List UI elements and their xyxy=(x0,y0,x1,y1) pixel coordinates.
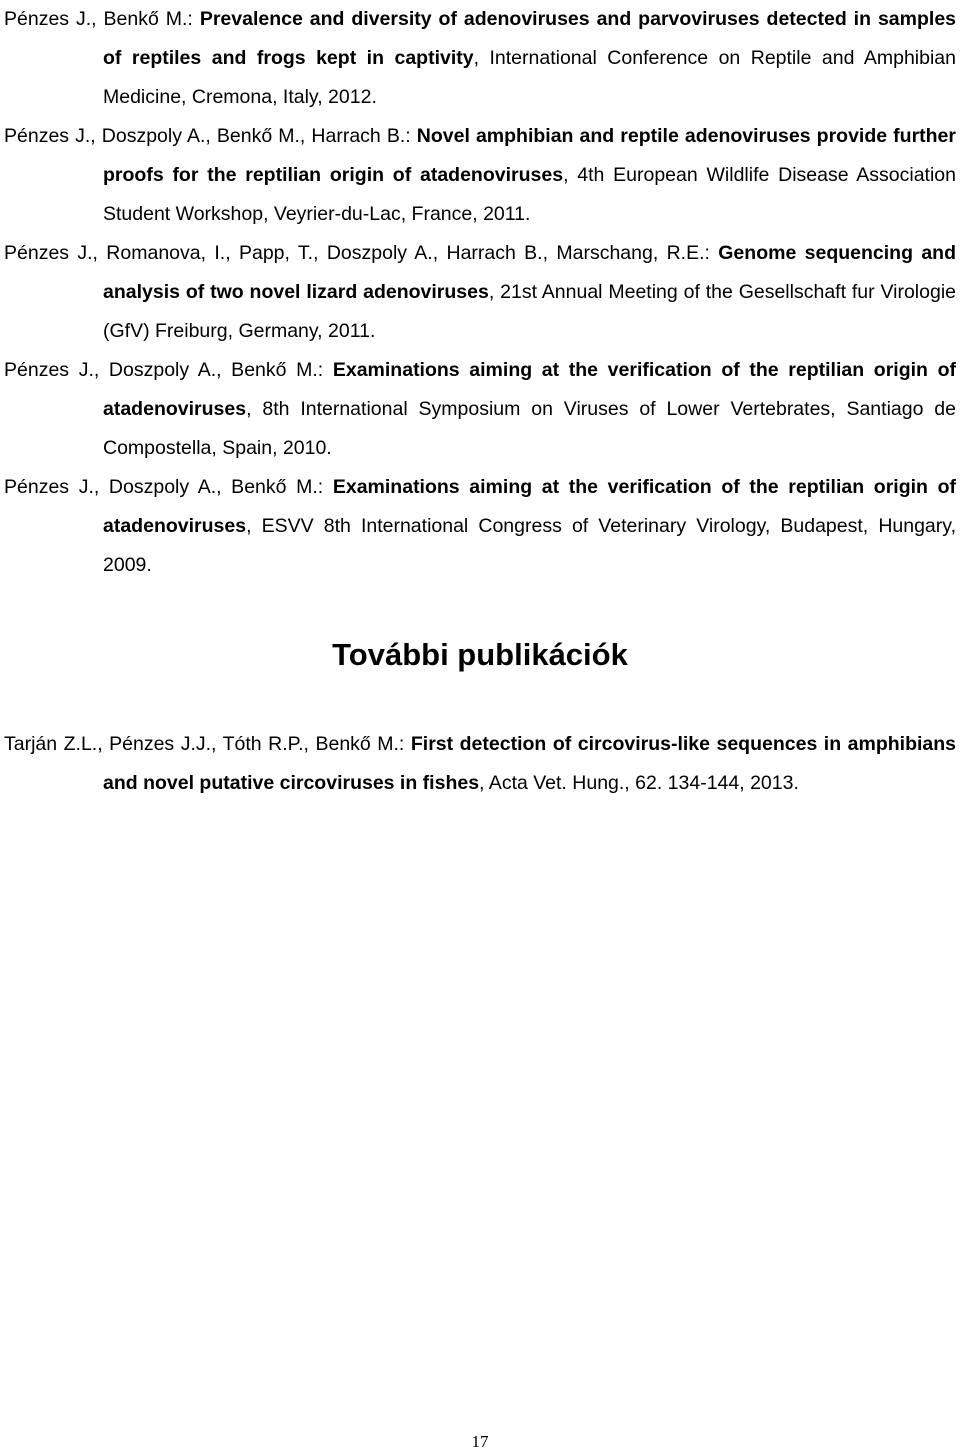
reference-entry xyxy=(4,351,956,468)
reference-title: Examinations aiming at the verification of the reptilian origin of atadenoviruses xyxy=(103,359,957,420)
reference-authors: Pénzes J., Doszpoly A., Benkő M., Harrach B.: xyxy=(4,125,417,147)
publication-title: First detection of circovirus-like sequences in amphibians and novel putative circoviruses in fishes xyxy=(103,733,956,794)
reference-title: Novel amphibian and reptile adenoviruses provide further proofs for the reptilian origin of atadenoviruses xyxy=(103,125,956,186)
reference-venue: , International Conference on Reptile and Amphibian Medicine, Cremona, Italy, 2012. xyxy=(103,47,956,108)
reference-title: Genome sequencing and analysis of two novel lizard adenoviruses xyxy=(103,242,956,303)
reference-authors: Pénzes J., Doszpoly A., Benkő M.: xyxy=(4,359,333,381)
page-number: 17 xyxy=(471,1432,489,1451)
publication-entry xyxy=(4,725,956,803)
reference-title: Prevalence and diversity of adenoviruses and parvoviruses detected in samples of reptiles and frogs kept in captivity xyxy=(103,8,957,69)
reference-venue: , ESVV 8th International Congress of Veterinary Virology, Budapest, Hungary, 2009. xyxy=(103,515,956,576)
reference-entry xyxy=(4,234,956,351)
reference-entry xyxy=(4,0,956,117)
reference-entry xyxy=(4,468,956,585)
reference-venue: , 21st Annual Meeting of the Gesellschaft fur Virologie (GfV) Freiburg, Germany, 2011. xyxy=(103,281,956,342)
reference-authors: Pénzes J., Doszpoly A., Benkő M.: xyxy=(4,476,333,498)
publication-venue: , Acta Vet. Hung., 62. 134-144, 2013. xyxy=(479,772,799,794)
publication-authors: Tarján Z.L., Pénzes J.J., Tóth R.P., Benkő M.: xyxy=(4,733,411,755)
reference-entry xyxy=(4,117,956,234)
reference-authors: Pénzes J., Benkő M.: xyxy=(4,8,200,30)
reference-venue: , 8th International Symposium on Viruses of Lower Vertebrates, Santiago de Compostella, Spain, 2010. xyxy=(103,398,956,459)
reference-title: Examinations aiming at the verification of the reptilian origin of atadenoviruses xyxy=(103,476,957,537)
conference-reference-list xyxy=(4,0,956,585)
reference-venue: , 4th European Wildlife Disease Association Student Workshop, Veyrier-du-Lac, France, 2011. xyxy=(103,164,956,225)
section-heading: További publikációk xyxy=(332,637,628,672)
further-publications-list xyxy=(4,725,956,803)
reference-authors: Pénzes J., Romanova, I., Papp, T., Doszpoly A., Harrach B., Marschang, R.E.: xyxy=(4,242,719,264)
